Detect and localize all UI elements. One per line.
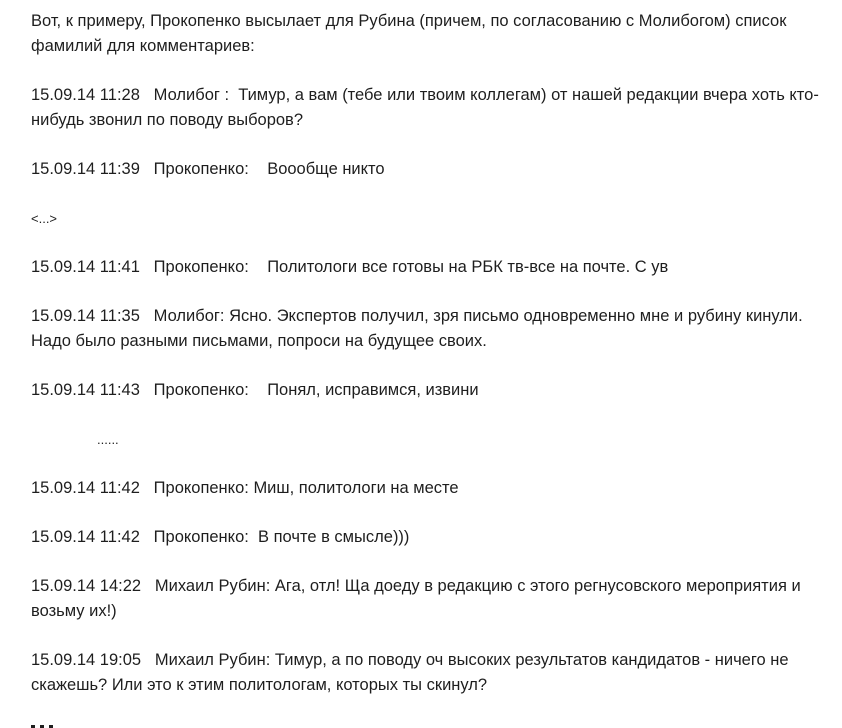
chat-message [31, 304, 821, 354]
message-text: Воообще никто [267, 160, 385, 178]
omission-marker: <...> [31, 211, 58, 226]
message-author: Михаил Рубин: [154, 651, 271, 669]
message-text: Тимур, а вам (тебе или твоим коллегам) от нашей редакции вчера хоть кто-нибудь звонил по поводу выборов? [31, 86, 819, 129]
message-text: Политологи все готовы на РБК тв-все на почте. С ув [267, 258, 669, 276]
message-time: 15.09.14 11:39 [31, 160, 140, 178]
message-author: Молибог: [153, 307, 225, 325]
chat-message [31, 157, 821, 182]
message-text: Миш, политологи на месте [253, 479, 459, 497]
chat-message [31, 525, 821, 550]
dots-marker: ...... [97, 432, 119, 447]
cut-off-next-line [31, 716, 151, 728]
message-author: Прокопенко: [153, 381, 249, 399]
chat-message [31, 83, 821, 133]
message-author: Прокопенко: [153, 528, 249, 546]
message-time: 15.09.14 11:35 [31, 307, 140, 325]
intro-paragraph: Вот, к примеру, Прокопенко высылает для Рубина (причем, по согласованию с Молибогом) список фамилий для комментариев: [31, 12, 787, 55]
chat-message [31, 255, 821, 280]
message-time: 15.09.14 11:28 [31, 86, 140, 104]
message-author: Прокопенко: [153, 479, 249, 497]
chat-message [31, 476, 821, 501]
chat-message [31, 574, 821, 624]
message-time: 15.09.14 11:43 [31, 381, 140, 399]
message-time: 15.09.14 14:22 [31, 577, 142, 595]
message-author: Прокопенко: [153, 258, 249, 276]
message-author: Прокопенко: [153, 160, 249, 178]
chat-message [31, 648, 821, 698]
message-time: 15.09.14 11:42 [31, 479, 140, 497]
message-text: Понял, исправимся, извини [267, 381, 479, 399]
message-text: Ага, отл! Ща доеду в редакцию с этого регнусовского мероприятия и возьму их!) [31, 577, 801, 620]
message-time: 15.09.14 11:41 [31, 258, 140, 276]
message-author: Молибог : [153, 86, 230, 104]
message-text: Ясно. Экспертов получил, зря письмо одновременно мне и рубину кинули. Надо было разными письмами, попроси на будущее своих. [31, 307, 803, 350]
article-body [31, 9, 821, 722]
message-time: 15.09.14 19:05 [31, 651, 142, 669]
message-text: Тимур, а по поводу оч высоких результатов кандидатов - ничего не скажешь? Или это к этим политологам, которых ты скинул? [31, 651, 789, 694]
message-time: 15.09.14 11:42 [31, 528, 140, 546]
message-author: Михаил Рубин: [154, 577, 271, 595]
message-text: В почте в смысле))) [258, 528, 410, 546]
chat-message [31, 378, 821, 403]
